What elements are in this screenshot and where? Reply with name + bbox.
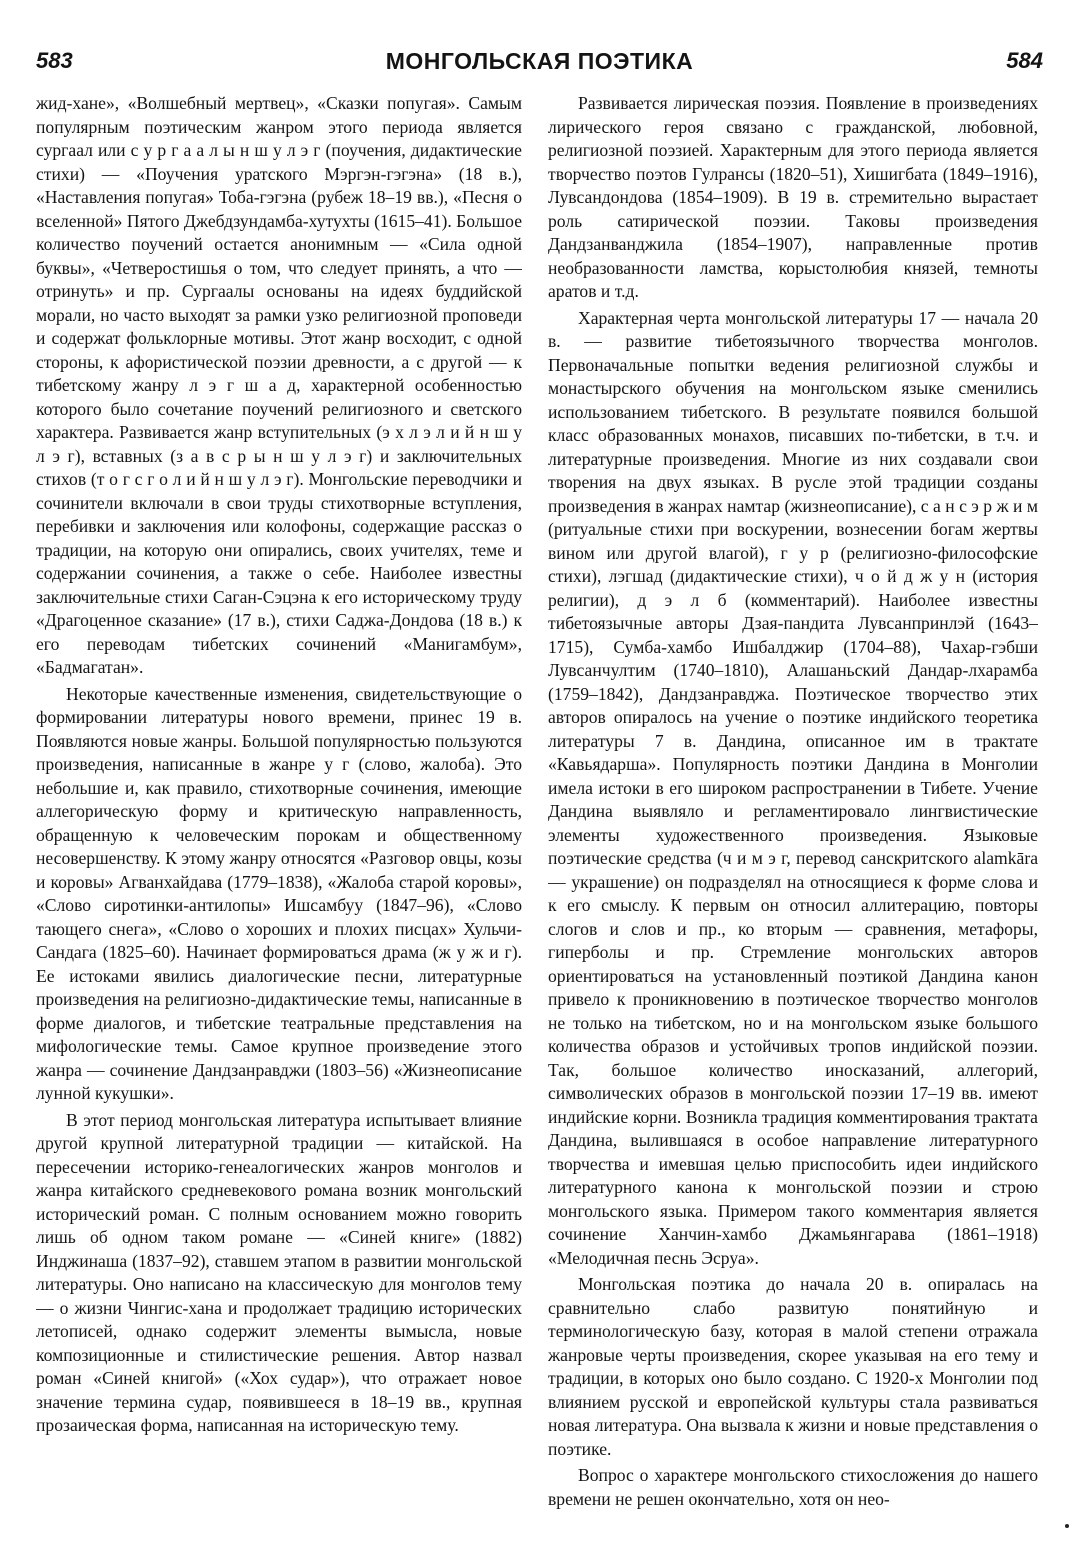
right-column (548, 92, 1038, 1538)
paragraph-right-3: Монгольская поэтика до начала 20 в. опиралась на сравнительно слабо развитую понятийную и терминологическую базу, которая в малой степени отражала жанровые черты произведения, скорее указывая на его тему и традиции, в которых оно было создано. С 1920-х Монголии под влиянием русской и европейской культуры стала развиваться новая литература. Она вызвала к жизни и новые представления о поэтике. (548, 1274, 1038, 1459)
running-title: МОНГОЛЬСКАЯ ПОЭТИКА (385, 48, 694, 74)
left-column (36, 92, 522, 1538)
page-header (36, 48, 1043, 82)
continuation-dot (1065, 1524, 1069, 1528)
page-number-left: 583 (36, 48, 73, 73)
paragraph-left-2: Некоторые качественные изменения, свидетельствующие о формировании литературы нового времени, принес 19 в. Появляются новые жанры. Большой популярностью пользуются произведения, написанные в жанре у г (слово, жалоба). Это небольшие и, как правило, стихотворные сочинения, имеющие аллегорическую форму и критическую направленность, обращенную к человеческим порокам и общественному несовершенству. К этому жанру относятся «Разговор овцы, козы и коровы» Агванхайдава (1779–1838), «Жалоба старой коровы», «Слово сиротинки-антилопы» Ишсамбуу (1847–96), «Слово тающего снега», «Слово о хороших и плохих писцах» Хульчи-Сандага (1825–60). Начинает формироваться драма (ж у ж и г). Ее истоками явились диалогические песни, литературные произведения на религиозно-дидактические темы, написанные в форме диалогов, и тибетские театральные представления на мифологические темы. Самое крупное произведение этого жанра — сочинение Дандзанравджи (1803–56) «Жизнеописание лунной кукушки». (36, 683, 522, 1103)
paragraph-right-4: Вопрос о характере монгольского стихосложения до нашего времени не решен окончательно, хотя он нео- (548, 1465, 1038, 1509)
page-number-right: 584 (1006, 48, 1043, 73)
paragraph-right-1: Развивается лирическая поэзия. Появление в произведениях лирического героя связано с гражданской, любовной, религиозной поэзией. Характерным для этого периода является творчество поэтов Гулрансы (1820–51), Хишигбата (1849–1916), Лувсандондова (1854–1909). В 19 в. стремительно вырастает роль сатирической поэзии. Таковы произведения Дандзанванджила (1854–1907), направленные против необразованности ламства, корыстолюбия князей, темноты аратов и т.д. (548, 93, 1038, 301)
paragraph-right-2: Характерная черта монгольской литературы 17 — начала 20 в. — развитие тибетоязычного творчества монголов. Первоначальные попытки ведения религиозной службы и монастырского обучения на монгольском языке сменились использованием тибетского. В результате появился большой класс образованных монахов, писавших по-тибетски, в т.ч. и литературные произведения. Многие из них создавали свои творения на двух языках. В русле этой традиции созданы произведения в жанрах намтар (жизнеописание), с а н с э р ж и м (ритуальные стихи при воскурении, вознесении богам жертвы вином или другой влагой), г у р (религиозно-философские стихи), лэгшад (дидактические стихи), ч о й д ж у н (история религии), д э л б (комментарий). Наиболее известны тибетоязычные авторы Дзая-пандита Лувсанпринлэй (1643–1715), Сумба-хамбо Ишбалджир (1704–88), Чахар-гэбши Лувсанчултим (1740–1810), Алашаньский Дандар-лхарамба (1759–1842), Дандзанравджа. Поэтическое творчество этих авторов опиралось на учение о поэтике индийского теоретика литературы 7 в. Дандина, описанное им в трактате «Кавьядарша». Популярность поэтики Дандина в Монголии имела истоки в его широком распространении в Тибете. Учение Дандина выявляло и регламентировало лингвистические элементы художественного произведения. Языковые поэтические средства (ч и м э г, перевод санскритского alamkāra — украшение) он подразделял на относящиеся к форме слова и к его смыслу. К первым он относил аллитерацию, повторы слогов и слов и пр., ко вторым — сравнения, метафоры, гиперболы и пр. Стремление монгольских авторов ориентироваться на установленный поэтикой Дандина канон привело к проникновению в поэтическое творчество монголов не только на тибетском, но и на монгольском языке большого количества образов и устойчивых тропов индийской поэзии. Так, большое количество иносказаний, аллегорий, символических образов в монгольской поэзии 17–19 вв. имеют индийские корни. Возникла традиция комментирования трактата Дандина, вылившаяся в особое направление литературного творчества и имевшая целью приспособить идеи индийского литературного канона к монгольской поэзии и строю монгольского языка. Примером такого комментария является сочинение Ханчин-хамбо Джамьянгарава (1861–1918) «Мелодичная песнь Эсруа». (548, 307, 1038, 1268)
paragraph-left-3: В этот период монгольская литература испытывает влияние другой крупной литературной традиции — китайской. На пересечении историко-генеалогических жанров монголов и жанра китайского средневекового романа возник монгольский исторический роман. С полным основанием можно говорить лишь об одном таком романе — «Синей книге» (1882) Инджинаша (1837–92), ставшем этапом в развитии монгольской литературы. Оно написано на классическую для монголов тему — о жизни Чингис-хана и продолжает традицию исторических летописей, однако содержит элементы вымысла, новые композиционные и стилистические решения. Автор назвал роман «Синей книгой» («Хох судар»), что отражает новое значение термина судар, появившееся в 18–19 вв., крупная прозаическая форма, написанная на историческую тему. (36, 1109, 522, 1435)
paragraph-left-1: жид-хане», «Волшебный мертвец», «Сказки попугая». Самым популярным поэтическим жанром этого периода является сургаал или с у р г а а л ы н ш у л э г (поучения, дидактические стихи) — «Поучения уратского Мэргэн-гэгэна» (18 в.), «Наставления попугая» Тоба-гэгэна (рубеж 18–19 вв.), «Песня о вселенной» Пятого Джебдзундамба-хутухты (1615–41). Большое количество поучений остается анонимным — «Сила одной буквы», «Четверостишья о том, что следует принять, а что — отринуть» и пр. Сургаалы основаны на идеях буддийской морали, но часто выходят за рамки узко религиозной проповеди и содержат фольклорные мотивы. Этот жанр восходит, с одной стороны, к афористической поэзии древности, а с другой — к тибетскому жанру л э г ш а д, характерной особенностью которого было сочетание поучений религиозного и светского характера. Развивается жанр вступительных (э х л э л и й н ш у л э г), вставных (з а в с р ы н ш у л э г) и заключительных стихов (т о г с г о л и й н ш у л э г). Монгольские переводчики и сочинители включали в свои труды стихотворные вступления, перебивки и заключения или колофоны, содержащие рассказ о традиции, на которую они опирались, своих учителях, теме и содержании сочинения, а также о себе. Наиболее известны заключительные стихи Саган-Сэцэна к его историческому труду «Драгоценное сказание» (17 в.), стихи Саджа-Дондова (18 в.) к его переводам тибетских сочинений «Манигамбум», «Бадмагатан». (36, 93, 522, 677)
